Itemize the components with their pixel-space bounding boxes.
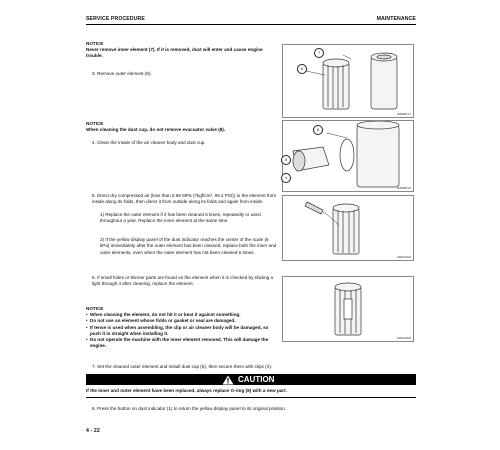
step-8: 8. Press the button on dust indicator (1) to return the yellow display panel to its original position. — [92, 406, 287, 411]
step-7: 7. Set the cleaned outer element and install dust cup (5), then secure them with clips (4). — [92, 364, 273, 369]
notice-3-item: • If tense is used when assembling, the clip or air cleaner body will be damaged, so push it in straight when installing it. — [86, 325, 278, 338]
figure-1-id: SMM080-17 — [396, 112, 411, 116]
step-5: 5. Direct dry compressed air (less than 0.69 MPa (7kgf/cm², 99.4 PSI)) to the element from inside along its folds, then direct it from outside along its folds and again from inside. — [92, 193, 277, 205]
caution-rule — [86, 397, 416, 398]
notice-2-title: NOTICE — [86, 121, 104, 126]
callout-8: 8 — [313, 125, 323, 135]
figure-outer-element — [282, 44, 414, 118]
notice-3-list — [86, 312, 278, 350]
compressed-air-illustration — [283, 196, 413, 260]
caution-bar — [86, 374, 416, 385]
figure-dust-cup — [282, 120, 414, 192]
callout-6: 6 — [297, 64, 307, 74]
figure-2-id: SMM080-18 — [396, 186, 411, 190]
step-6: 6. If small holes or thinner parts are found on the element when it is checked by shining a light through it after cleaning, replace the element. — [92, 275, 274, 287]
figure-compressed-air — [282, 195, 414, 261]
figure-4-id: ASM010440 — [396, 336, 411, 340]
notice-2-text: When cleaning the dust cup, do not remove evacuator valve (8). — [86, 127, 226, 132]
page-number: 4 - 22 — [86, 428, 100, 434]
header-right: MAINTENANCE — [376, 16, 416, 22]
figure-3-id: ASM010420 — [396, 255, 411, 259]
step-4: 4. Clean the inside of the air cleaner body and dust cup. — [92, 140, 206, 145]
notice-3-item: • When cleaning the element, do not hit it or beat it against something. — [86, 312, 278, 318]
notice-3-item: • Do not operate the machine with the inner element removed. This will damage the engine. — [86, 337, 278, 350]
warning-triangle-icon — [222, 375, 234, 385]
notice-1-text: Never remove inner element (7). If it is removed, dust will enter and cause engine trouble. — [86, 47, 263, 59]
figure-light-check — [282, 276, 414, 342]
callout-7: 7 — [314, 48, 324, 58]
callout-4: 4 — [281, 173, 291, 183]
notice-3-title: NOTICE — [86, 306, 104, 311]
air-cleaner-illustration — [283, 45, 413, 117]
notice-1-title: NOTICE — [86, 41, 104, 46]
caution-text: If the inner and outer element have been replaced, always replace O-ring (8) with a new part. — [86, 388, 287, 393]
header-rule — [86, 24, 416, 25]
dust-cup-illustration — [283, 121, 413, 191]
notice-3-item: • Do not use an element whose folds or gasket or seal are damaged. — [86, 318, 278, 324]
light-check-illustration — [283, 277, 413, 341]
callout-5: 5 — [281, 155, 291, 165]
step-5-sub-2: 2) If the yellow display panel of the dust indicator reaches the center of the scale (6 kPa) immediately after the outer element has been cleaned, replace both the inner and outer elements, even when the outer element has not been cleaned 6 times. — [100, 237, 277, 255]
caution-label: CAUTION — [238, 375, 275, 384]
step-3: 3. Remove outer element (6). — [92, 71, 152, 76]
step-5-sub-1: 1) Replace the outer element if it has been cleaned 6 times, repeatedly or used throughout a year. Replace the inner element at the same time. — [100, 212, 261, 224]
header-left: SERVICE PROCEDURE — [86, 16, 145, 22]
